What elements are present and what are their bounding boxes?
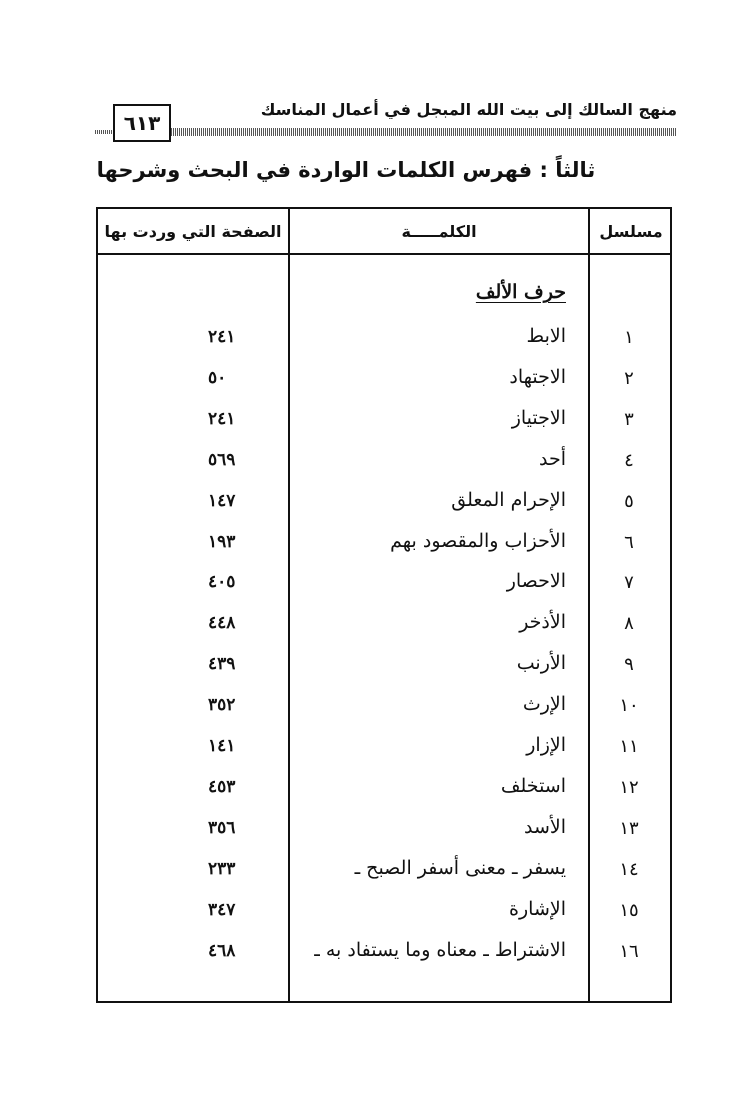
table-row <box>98 362 670 398</box>
word-cell: الإزار <box>526 734 566 756</box>
table-row <box>98 526 670 562</box>
page-cell: ٢٤١ <box>208 408 236 429</box>
page-cell: ١٤٧ <box>208 490 236 511</box>
word-cell: الإرث <box>522 693 566 716</box>
page-cell: ٤٣٩ <box>208 654 236 675</box>
table-row <box>98 321 670 357</box>
page-cell: ١٤١ <box>208 736 236 756</box>
word-cell: الأسد <box>523 815 566 838</box>
word-cell: الإحرام المعلق <box>451 488 566 511</box>
page-cell: ٤٠٥ <box>208 572 236 593</box>
serial-cell: ٤ <box>624 449 634 471</box>
word-cell: الأرنب <box>516 652 566 675</box>
group-heading: حرف الألف <box>475 281 566 303</box>
serial-cell: ١٣ <box>619 817 639 839</box>
column-header-serial: مسلسل <box>599 221 663 241</box>
table-row <box>98 894 670 930</box>
serial-cell: ١٢ <box>619 776 639 798</box>
serial-cell: ١٠ <box>619 695 639 717</box>
column-header-word: الكلمـــــة <box>401 221 477 241</box>
serial-cell: ٩ <box>624 654 634 676</box>
page-cell: ٣٥٦ <box>208 817 236 838</box>
word-cell: الاجتياز <box>511 406 566 429</box>
page-cell: ٥٠ <box>208 367 227 388</box>
serial-cell: ١ <box>624 327 634 348</box>
page-cell: ٤٥٣ <box>208 776 236 797</box>
table-row <box>98 689 670 725</box>
header-rule <box>171 128 677 136</box>
page-cell: ٢٤١ <box>208 327 236 347</box>
serial-cell: ٥ <box>624 490 634 512</box>
table-row <box>98 812 670 848</box>
serial-cell: ٨ <box>624 613 634 635</box>
page-cell: ٥٦٩ <box>208 449 236 470</box>
book-title: منهج السالك إلى بيت الله المبجل في أعمال المناسك <box>260 100 677 119</box>
page-cell: ٤٦٨ <box>208 940 236 961</box>
word-cell: الاشتراط ـ معناه وما يستفاد به ـ <box>314 938 566 961</box>
word-index-table <box>96 207 672 1003</box>
word-cell: الابط <box>526 325 566 347</box>
word-cell: الأحزاب والمقصود بهم <box>390 529 566 552</box>
column-header-page: الصفحة التي وردت بها <box>104 221 282 241</box>
serial-cell: ٧ <box>624 572 634 594</box>
page-cell: ٤٤٨ <box>208 613 236 634</box>
section-title: ثالثاً : فهرس الكلمات الواردة في البحث وشرحها <box>96 158 596 182</box>
table-row <box>98 607 670 643</box>
table-row <box>98 566 670 602</box>
word-cell: الإشارة <box>509 897 566 920</box>
word-cell: استخلف <box>500 774 566 797</box>
table-row <box>98 853 670 889</box>
serial-cell: ١١ <box>619 736 639 757</box>
table-row <box>98 444 670 480</box>
serial-cell: ٢ <box>624 367 634 389</box>
word-cell: الأذخر <box>519 611 566 634</box>
serial-cell: ١٦ <box>619 940 639 962</box>
serial-cell: ٣ <box>624 408 634 430</box>
header-divider <box>98 253 670 255</box>
table-row <box>98 935 670 971</box>
word-cell: الاجتهاد <box>509 365 566 388</box>
word-cell: يسفر ـ معنى أسفر الصبح ـ <box>354 856 566 879</box>
page-cell: ٣٥٢ <box>208 695 236 716</box>
page-cell: ٢٣٣ <box>208 858 236 879</box>
serial-cell: ١٥ <box>619 899 639 921</box>
table-row <box>98 771 670 807</box>
header-rule-left <box>95 130 113 134</box>
table-row <box>98 730 670 766</box>
serial-cell: ٦ <box>624 531 634 553</box>
serial-cell: ١٤ <box>619 858 639 880</box>
table-row <box>98 485 670 521</box>
page-number: ٦١٣ <box>113 104 171 142</box>
page-cell: ٣٤٧ <box>208 899 236 920</box>
word-cell: الاحصار <box>506 570 566 593</box>
table-row <box>98 403 670 439</box>
table-row <box>98 648 670 684</box>
word-cell: أحد <box>539 447 566 470</box>
running-header <box>95 96 677 144</box>
page-cell: ١٩٣ <box>208 531 236 552</box>
